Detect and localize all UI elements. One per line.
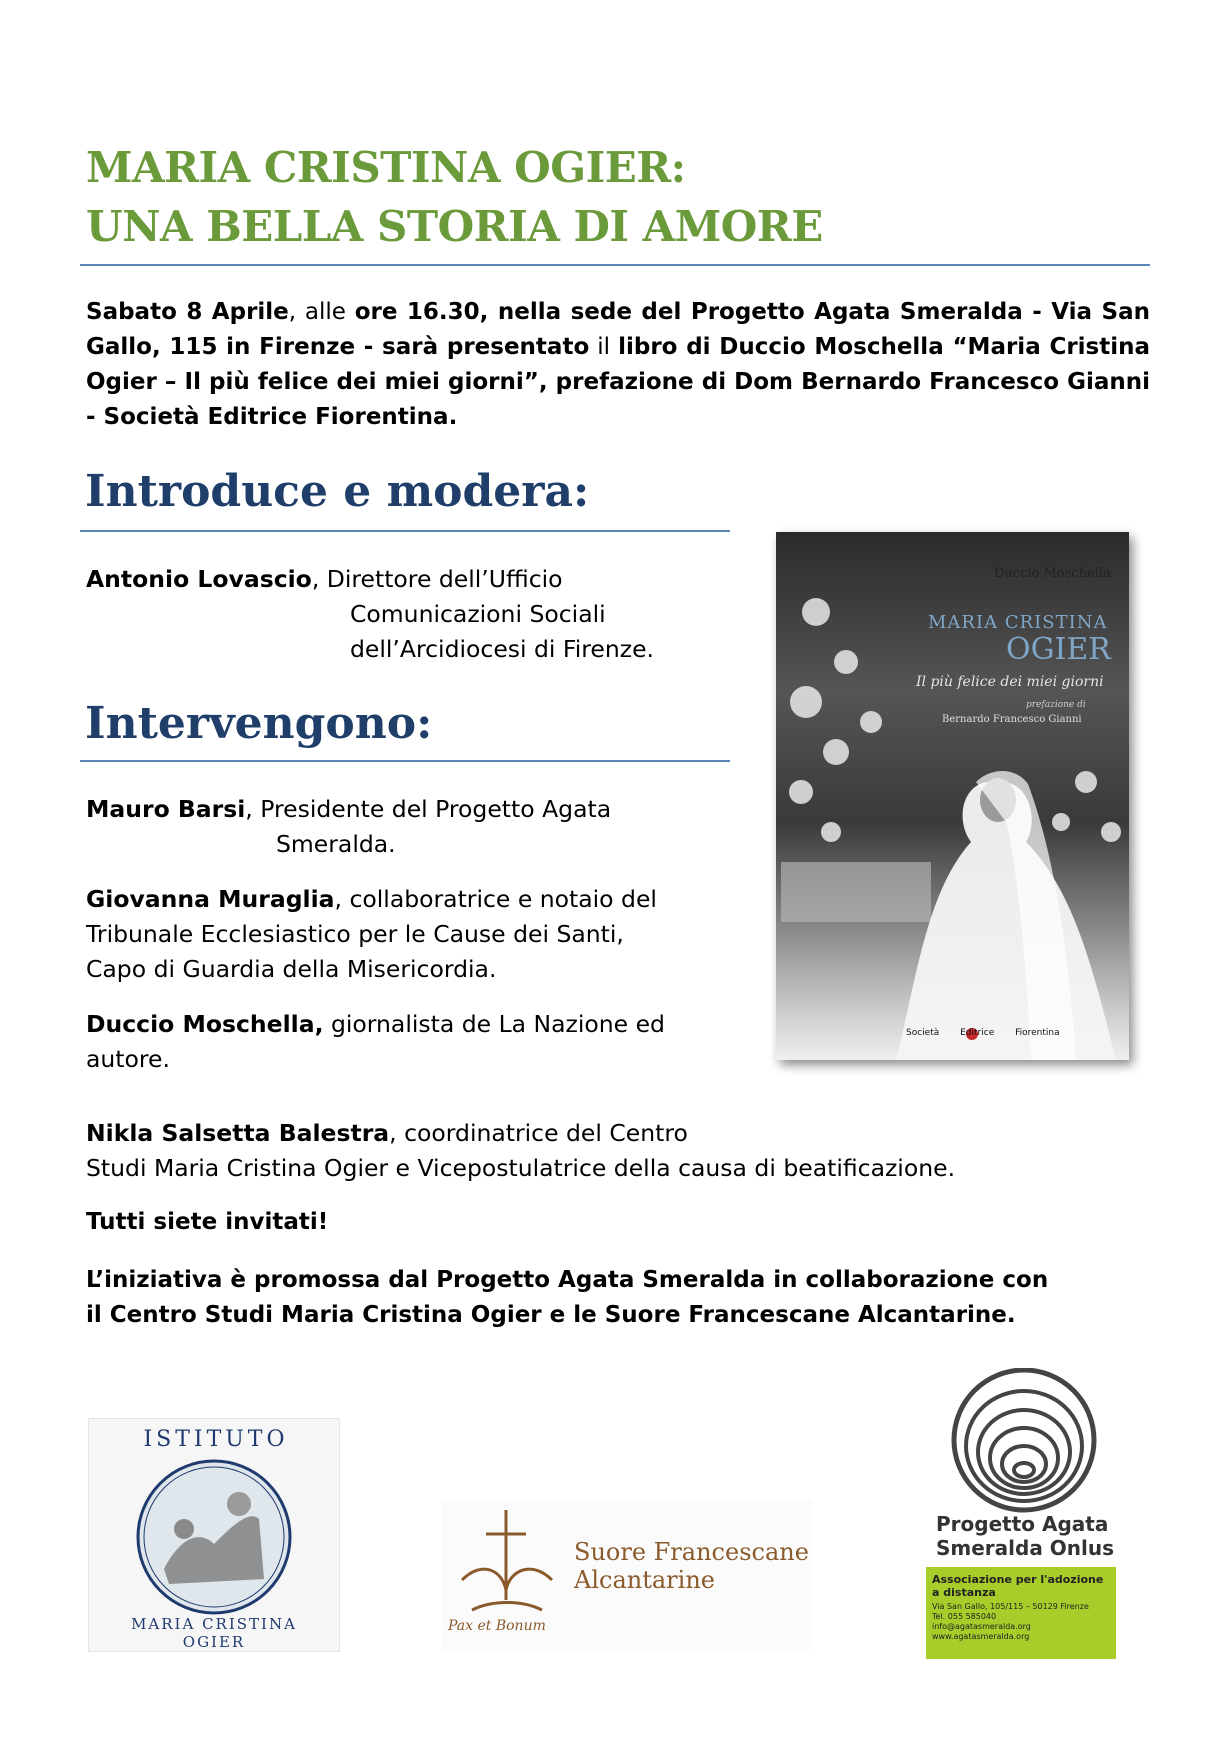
- agata-tagline-1: Associazione per l'adozione: [932, 1573, 1104, 1586]
- speaker-name: Mauro Barsi: [86, 795, 246, 823]
- title-line-1: MARIA CRISTINA OGIER:: [86, 143, 686, 192]
- event-date: Sabato 8 Aprile: [86, 299, 289, 325]
- book-publisher: Società Editrice Fiorentina: [906, 1028, 1060, 1038]
- intro-text: , alle: [288, 299, 355, 325]
- moderator-role-1: , Direttore dell’Ufficio: [311, 565, 563, 593]
- speaker-entry: [86, 1116, 955, 1186]
- agata-tagline: [926, 1567, 1116, 1599]
- suore-name: [574, 1538, 809, 1594]
- moderator-entry: [86, 562, 654, 667]
- speaker-entry: [86, 792, 611, 862]
- agata-name-line-2: Smeralda Onlus: [936, 1536, 1115, 1560]
- speaker-role: , coordinatrice del Centro: [389, 1119, 688, 1147]
- book-cover-image: [776, 532, 1129, 1060]
- event-time: ore 16.30: [354, 299, 480, 325]
- event-location: , nella sede del Progetto Agata Smeralda - Via San Gallo, 115 in Firenze - sarà presentato: [86, 299, 1150, 360]
- speaker-entry: [86, 1007, 665, 1077]
- speaker-role-cont: Studi Maria Cristina Ogier e Vicepostulatrice della causa di beatificazione.: [86, 1154, 956, 1182]
- moderator-name: Antonio Lovascio: [86, 565, 312, 593]
- agata-address: Via San Gallo, 105/115 – 50129 Firenze: [932, 1602, 1089, 1611]
- title-divider: [80, 264, 1150, 266]
- moderator-divider: [80, 530, 730, 532]
- istituto-bottom-text: MARIA CRISTINA OGIER: [131, 1615, 297, 1651]
- speaker-role-cont: autore.: [86, 1045, 170, 1073]
- promotion-line-1: L’iniziativa è promossa dal Progetto Agata Smeralda in collaborazione con: [86, 1267, 1049, 1293]
- speaker-role: , Presidente del Progetto Agata: [245, 795, 612, 823]
- agata-name-line-1: Progetto Agata: [936, 1512, 1109, 1536]
- suore-motto: Pax et Bonum: [448, 1618, 546, 1634]
- agata-website[interactable]: www.agatasmeralda.org: [932, 1632, 1030, 1641]
- speakers-divider: [80, 760, 730, 762]
- speaker-name: Duccio Moschella,: [86, 1010, 324, 1038]
- agata-phone: Tel. 055 585040: [932, 1612, 997, 1621]
- book-title-1: MARIA CRISTINA: [928, 612, 1108, 633]
- speaker-name: Giovanna Muraglia: [86, 885, 335, 913]
- agata-tagline-2: a distanza: [932, 1586, 996, 1599]
- suore-name-line-2: Alcantarine: [574, 1566, 715, 1594]
- book-description: libro di Duccio Moschella “Maria Cristina Ogier – Il più felice dei miei giorni”, prefazione di Dom Bernardo Francesco Gianni - Società Editrice Fiorentina.: [86, 334, 1151, 430]
- intro-text-2: il: [589, 334, 619, 360]
- book-preface-name: Bernardo Francesco Gianni: [942, 714, 1082, 725]
- speaker-role: , collaboratrice e notaio del: [334, 885, 657, 913]
- book-subtitle: Il più felice dei miei giorni: [916, 674, 1104, 690]
- speaker-role-cont: Capo di Guardia della Misericordia.: [86, 955, 497, 983]
- suore-name-line-1: Suore Francescane: [574, 1538, 809, 1566]
- istituto-top-text: ISTITUTO: [143, 1427, 289, 1452]
- book-author: Duccio Moschella: [994, 566, 1111, 581]
- agata-email[interactable]: info@agatasmeralda.org: [932, 1622, 1031, 1631]
- moderator-role-2: Comunicazioni Sociali: [350, 600, 606, 628]
- agata-contact-box: [926, 1567, 1116, 1659]
- promotion-text: [86, 1263, 1048, 1333]
- agata-name: [936, 1512, 1114, 1560]
- invitation-text: Tutti siete invitati!: [86, 1209, 329, 1235]
- agata-contacts: [926, 1599, 1116, 1642]
- speaker-role-cont: Smeralda.: [276, 830, 396, 858]
- speaker-role-cont: Tribunale Ecclesiastico per le Cause dei Santi,: [86, 920, 624, 948]
- speaker-name: Nikla Salsetta Balestra: [86, 1119, 390, 1147]
- event-announcement: [86, 295, 1150, 435]
- istituto-logo: [88, 1418, 340, 1652]
- promotion-line-2: il Centro Studi Maria Cristina Ogier e le Suore Francescane Alcantarine.: [86, 1302, 1016, 1328]
- speakers-heading: Intervengono:: [85, 698, 433, 749]
- globe-icon: [926, 1368, 1116, 1518]
- page-title: [86, 138, 823, 256]
- moderator-role-3: dell’Arcidiocesi di Firenze.: [350, 635, 655, 663]
- moderator-heading: Introduce e modera:: [85, 466, 590, 517]
- speaker-entry: [86, 882, 657, 987]
- book-preface-label: prefazione di: [1026, 700, 1086, 710]
- agata-smeralda-logo: [926, 1368, 1116, 1658]
- speaker-role: giornalista de La Nazione ed: [323, 1010, 665, 1038]
- title-line-2: UNA BELLA STORIA DI AMORE: [86, 202, 823, 251]
- book-title-2: OGIER: [1006, 632, 1111, 667]
- suore-logo: [442, 1500, 812, 1650]
